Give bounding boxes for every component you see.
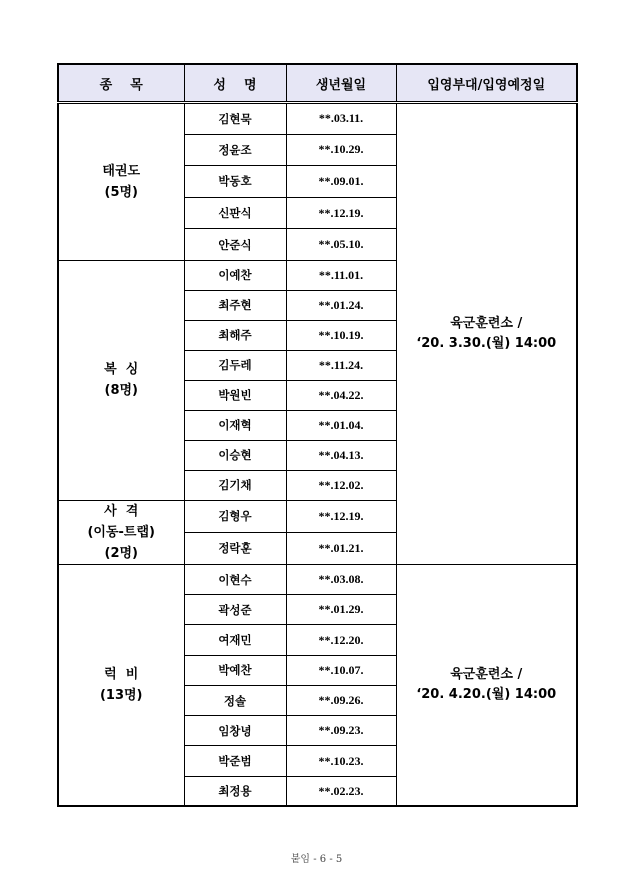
name-cell: 이재혁 xyxy=(184,410,286,440)
birth-cell: **.12.19. xyxy=(286,197,396,229)
sport-label-line: 사 격 xyxy=(104,503,139,519)
sport-label-line: 복 싱 xyxy=(104,362,139,378)
name-cell: 임창녕 xyxy=(184,716,286,746)
sport-label-line: (이동-트랩) xyxy=(87,524,155,540)
page-footer: 붙임 - 6 - 5 xyxy=(290,854,343,865)
name-cell: 정윤조 xyxy=(184,134,286,166)
birth-cell: **.12.19. xyxy=(286,500,396,532)
birth-cell: **.09.01. xyxy=(286,166,396,198)
name-cell: 김현묵 xyxy=(184,103,286,135)
sport-cell xyxy=(58,103,184,261)
unit-label-line: 육군훈련소 / xyxy=(450,315,523,331)
birth-cell: **.10.29. xyxy=(286,134,396,166)
name-cell: 김두레 xyxy=(184,350,286,380)
birth-cell: **.09.26. xyxy=(286,685,396,715)
name-cell: 안준식 xyxy=(184,229,286,261)
birth-cell: **.10.23. xyxy=(286,746,396,776)
sport-label-line: (2명) xyxy=(104,545,138,561)
sport-cell xyxy=(58,500,184,564)
name-cell: 정락훈 xyxy=(184,532,286,564)
header-name: 성 명 xyxy=(184,64,286,103)
name-cell: 정솔 xyxy=(184,685,286,715)
unit-label-line: ‘20. 3.30.(월) 14:00 xyxy=(416,335,557,351)
name-cell: 이승현 xyxy=(184,440,286,470)
name-cell: 최정용 xyxy=(184,776,286,806)
name-cell: 신판식 xyxy=(184,197,286,229)
name-cell: 김형우 xyxy=(184,500,286,532)
name-cell: 김기채 xyxy=(184,470,286,500)
sport-label-line: (8명) xyxy=(104,383,138,399)
birth-cell: **.01.24. xyxy=(286,290,396,320)
birth-cell: **.01.04. xyxy=(286,410,396,440)
table-row xyxy=(58,564,577,594)
header-sport: 종 목 xyxy=(58,64,184,103)
table-body xyxy=(58,103,577,807)
name-cell: 이예찬 xyxy=(184,260,286,290)
birth-cell: **.10.19. xyxy=(286,320,396,350)
birth-cell: **.02.23. xyxy=(286,776,396,806)
unit-cell xyxy=(396,103,577,565)
birth-cell: **.12.20. xyxy=(286,625,396,655)
birth-cell: **.11.24. xyxy=(286,350,396,380)
name-cell: 여재민 xyxy=(184,625,286,655)
table-row xyxy=(58,103,577,135)
birth-cell: **.03.11. xyxy=(286,103,396,135)
name-cell: 박준범 xyxy=(184,746,286,776)
sport-label-line: (5명) xyxy=(104,184,138,200)
name-cell: 곽성준 xyxy=(184,595,286,625)
roster-table xyxy=(57,63,578,807)
header-unit: 입영부대/입영예정일 xyxy=(396,64,577,103)
birth-cell: **.05.10. xyxy=(286,229,396,261)
sport-label-line: 태권도 xyxy=(102,163,141,179)
header-birth: 생년월일 xyxy=(286,64,396,103)
header-row xyxy=(58,64,577,103)
name-cell: 박원빈 xyxy=(184,380,286,410)
birth-cell: **.01.29. xyxy=(286,595,396,625)
name-cell: 박동호 xyxy=(184,166,286,198)
unit-cell xyxy=(396,564,577,806)
birth-cell: **.09.23. xyxy=(286,716,396,746)
sport-label-line: 럭 비 xyxy=(104,667,139,683)
birth-cell: **.04.22. xyxy=(286,380,396,410)
sport-cell xyxy=(58,564,184,806)
birth-cell: **.04.13. xyxy=(286,440,396,470)
birth-cell: **.03.08. xyxy=(286,564,396,594)
name-cell: 이현수 xyxy=(184,564,286,594)
birth-cell: **.01.21. xyxy=(286,532,396,564)
unit-label-line: ‘20. 4.20.(월) 14:00 xyxy=(416,687,557,703)
name-cell: 최해주 xyxy=(184,320,286,350)
unit-label-line: 육군훈련소 / xyxy=(450,667,523,683)
name-cell: 최주현 xyxy=(184,290,286,320)
birth-cell: **.10.07. xyxy=(286,655,396,685)
sport-label-line: (13명) xyxy=(99,688,143,704)
name-cell: 박예찬 xyxy=(184,655,286,685)
table-header xyxy=(58,64,577,103)
birth-cell: **.11.01. xyxy=(286,260,396,290)
sport-cell xyxy=(58,260,184,500)
birth-cell: **.12.02. xyxy=(286,470,396,500)
